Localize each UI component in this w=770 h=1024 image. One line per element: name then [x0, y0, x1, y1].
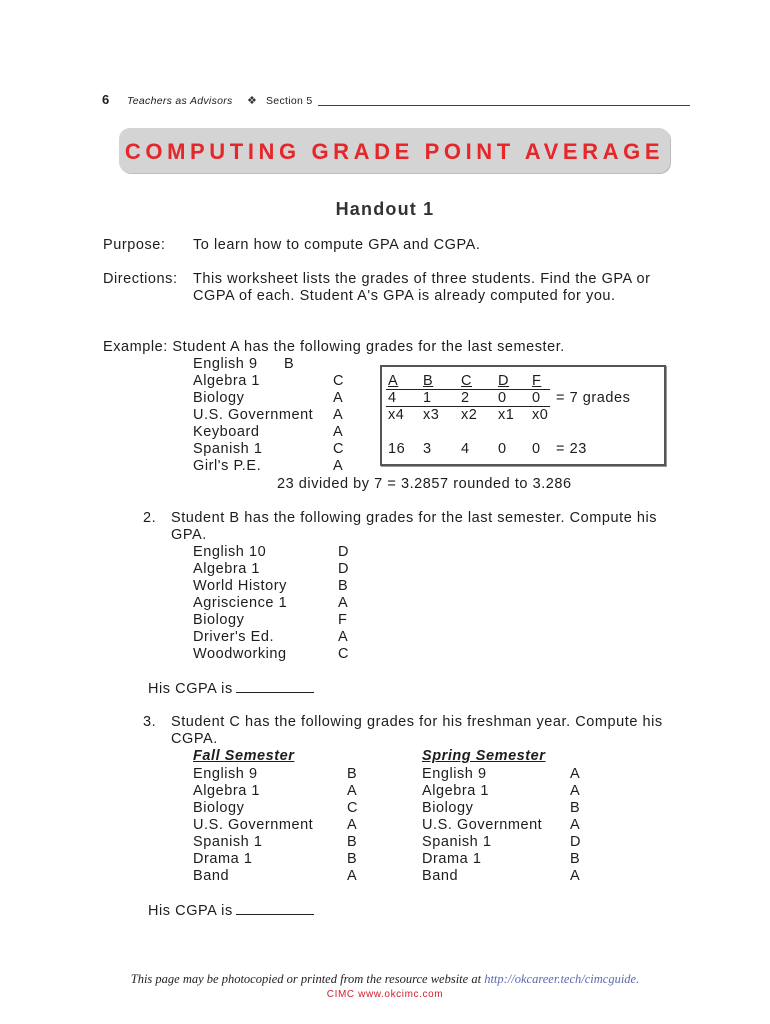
example-result: 23 divided by 7 = 3.2857 rounded to 3.286 — [277, 476, 572, 492]
handout-heading: Handout 1 — [335, 199, 435, 219]
title-banner — [119, 128, 670, 173]
grade-count: 1 — [423, 390, 432, 406]
course-name: Drama 1 — [422, 851, 482, 867]
course-grade: B — [570, 800, 581, 816]
grade-multiplier: x1 — [498, 407, 515, 423]
purpose-label: Purpose: — [103, 237, 166, 253]
example-intro: Example: Student A has the following grades for the last semester. — [103, 339, 565, 355]
course-grade: A — [338, 629, 349, 645]
header-rule — [318, 105, 690, 106]
grade-letter: A — [388, 373, 399, 389]
course-grade: B — [284, 356, 295, 372]
course-grade: B — [347, 851, 358, 867]
course-grade: B — [338, 578, 349, 594]
answer-blank[interactable] — [236, 902, 314, 915]
course-grade: A — [347, 868, 358, 884]
directions-line-1: This worksheet lists the grades of three students. Find the GPA or — [193, 271, 651, 287]
footer-credit: CIMC www.okcimc.com — [326, 989, 444, 1000]
running-header-title: Teachers as Advisors — [127, 95, 233, 107]
purpose-text: To learn how to compute GPA and CGPA. — [193, 237, 481, 253]
course-grade: B — [347, 766, 358, 782]
question-3-line-1: Student C has the following grades for his freshman year. Compute his — [171, 714, 663, 730]
course-grade: A — [570, 817, 581, 833]
question-2-line-1: Student B has the following grades for the last semester. Compute his — [171, 510, 658, 526]
course-grade: A — [347, 817, 358, 833]
grade-product: 3 — [423, 441, 432, 457]
footer-note-text: This page may be photocopied or printed from the resource website at — [130, 972, 482, 986]
grade-multiplier: x4 — [388, 407, 405, 423]
spring-semester-heading: Spring Semester — [422, 748, 546, 764]
course-name: Driver's Ed. — [193, 629, 275, 645]
course-grade: C — [333, 373, 345, 389]
question-2-answer — [148, 680, 314, 698]
course-name: English 9 — [193, 766, 258, 782]
question-2-number: 2. — [143, 510, 157, 526]
course-name: Spanish 1 — [422, 834, 492, 850]
course-grade: A — [338, 595, 349, 611]
answer-label: His CGPA is — [148, 681, 233, 697]
course-name: U.S. Government — [422, 817, 543, 833]
course-name: Woodworking — [193, 646, 287, 662]
course-grade: D — [338, 544, 350, 560]
grade-count: 0 — [532, 390, 541, 406]
course-grade: C — [338, 646, 350, 662]
course-name: Biology — [193, 390, 245, 406]
grade-product: 16 — [388, 441, 406, 457]
diamond-separator-icon: ❖ — [247, 95, 257, 107]
course-grade: A — [333, 390, 344, 406]
course-name: Algebra 1 — [193, 783, 261, 799]
course-name: Spanish 1 — [193, 441, 263, 457]
course-grade: A — [333, 407, 344, 423]
grade-product: 0 — [498, 441, 507, 457]
course-grade: B — [347, 834, 358, 850]
course-name: Girl's P.E. — [193, 458, 262, 474]
grade-letter: F — [532, 373, 542, 389]
directions-label: Directions: — [103, 271, 178, 287]
course-name: Agriscience 1 — [193, 595, 288, 611]
course-grade: C — [333, 441, 345, 457]
running-header-section: Section 5 — [266, 95, 313, 107]
grade-multiplier: x0 — [532, 407, 549, 423]
course-grade: A — [570, 766, 581, 782]
grade-count: 0 — [498, 390, 507, 406]
grade-letter: C — [461, 373, 473, 389]
question-3-number: 3. — [143, 714, 157, 730]
answer-label: His CGPA is — [148, 903, 233, 919]
course-grade: C — [347, 800, 359, 816]
products-total: = 23 — [556, 441, 587, 457]
directions-line-2: CGPA of each. Student A's GPA is already computed for you. — [193, 288, 616, 304]
course-grade: F — [338, 612, 348, 628]
course-name: Algebra 1 — [193, 373, 261, 389]
course-grade: A — [570, 868, 581, 884]
course-grade: A — [570, 783, 581, 799]
course-grade: B — [570, 851, 581, 867]
course-name: Algebra 1 — [422, 783, 490, 799]
course-name: World History — [193, 578, 287, 594]
footer-note — [0, 972, 770, 987]
fall-semester-heading: Fall Semester — [193, 748, 295, 764]
course-name: Band — [422, 868, 459, 884]
answer-blank[interactable] — [236, 680, 314, 693]
grade-multiplier: x2 — [461, 407, 478, 423]
question-3-line-2: CGPA. — [171, 731, 218, 747]
course-grade: D — [570, 834, 582, 850]
course-name: U.S. Government — [193, 817, 314, 833]
course-grade: D — [338, 561, 350, 577]
page-number: 6 — [102, 92, 110, 107]
grade-product: 0 — [532, 441, 541, 457]
course-name: Spanish 1 — [193, 834, 263, 850]
grade-letter: B — [423, 373, 434, 389]
course-name: Algebra 1 — [193, 561, 261, 577]
course-name: English 10 — [193, 544, 267, 560]
course-name: Biology — [193, 612, 245, 628]
course-name: Band — [193, 868, 230, 884]
grade-multiplier: x3 — [423, 407, 440, 423]
course-grade: A — [333, 424, 344, 440]
course-name: Keyboard — [193, 424, 260, 440]
course-name: U.S. Government — [193, 407, 314, 423]
question-2-line-2: GPA. — [171, 527, 207, 543]
course-name: English 9 — [422, 766, 487, 782]
counts-total: = 7 grades — [556, 390, 631, 406]
question-3-answer — [148, 902, 314, 920]
footer-url-link[interactable]: http://okcareer.tech/cimcguide. — [484, 972, 640, 986]
grade-product: 4 — [461, 441, 470, 457]
grade-letter: D — [498, 373, 510, 389]
grade-count: 2 — [461, 390, 470, 406]
course-name: Biology — [193, 800, 245, 816]
course-name: English 9 — [193, 356, 258, 372]
course-grade: A — [347, 783, 358, 799]
page-title: COMPUTING GRADE POINT AVERAGE — [124, 139, 665, 164]
course-grade: A — [333, 458, 344, 474]
grade-count: 4 — [388, 390, 397, 406]
course-name: Drama 1 — [193, 851, 253, 867]
course-name: Biology — [422, 800, 474, 816]
